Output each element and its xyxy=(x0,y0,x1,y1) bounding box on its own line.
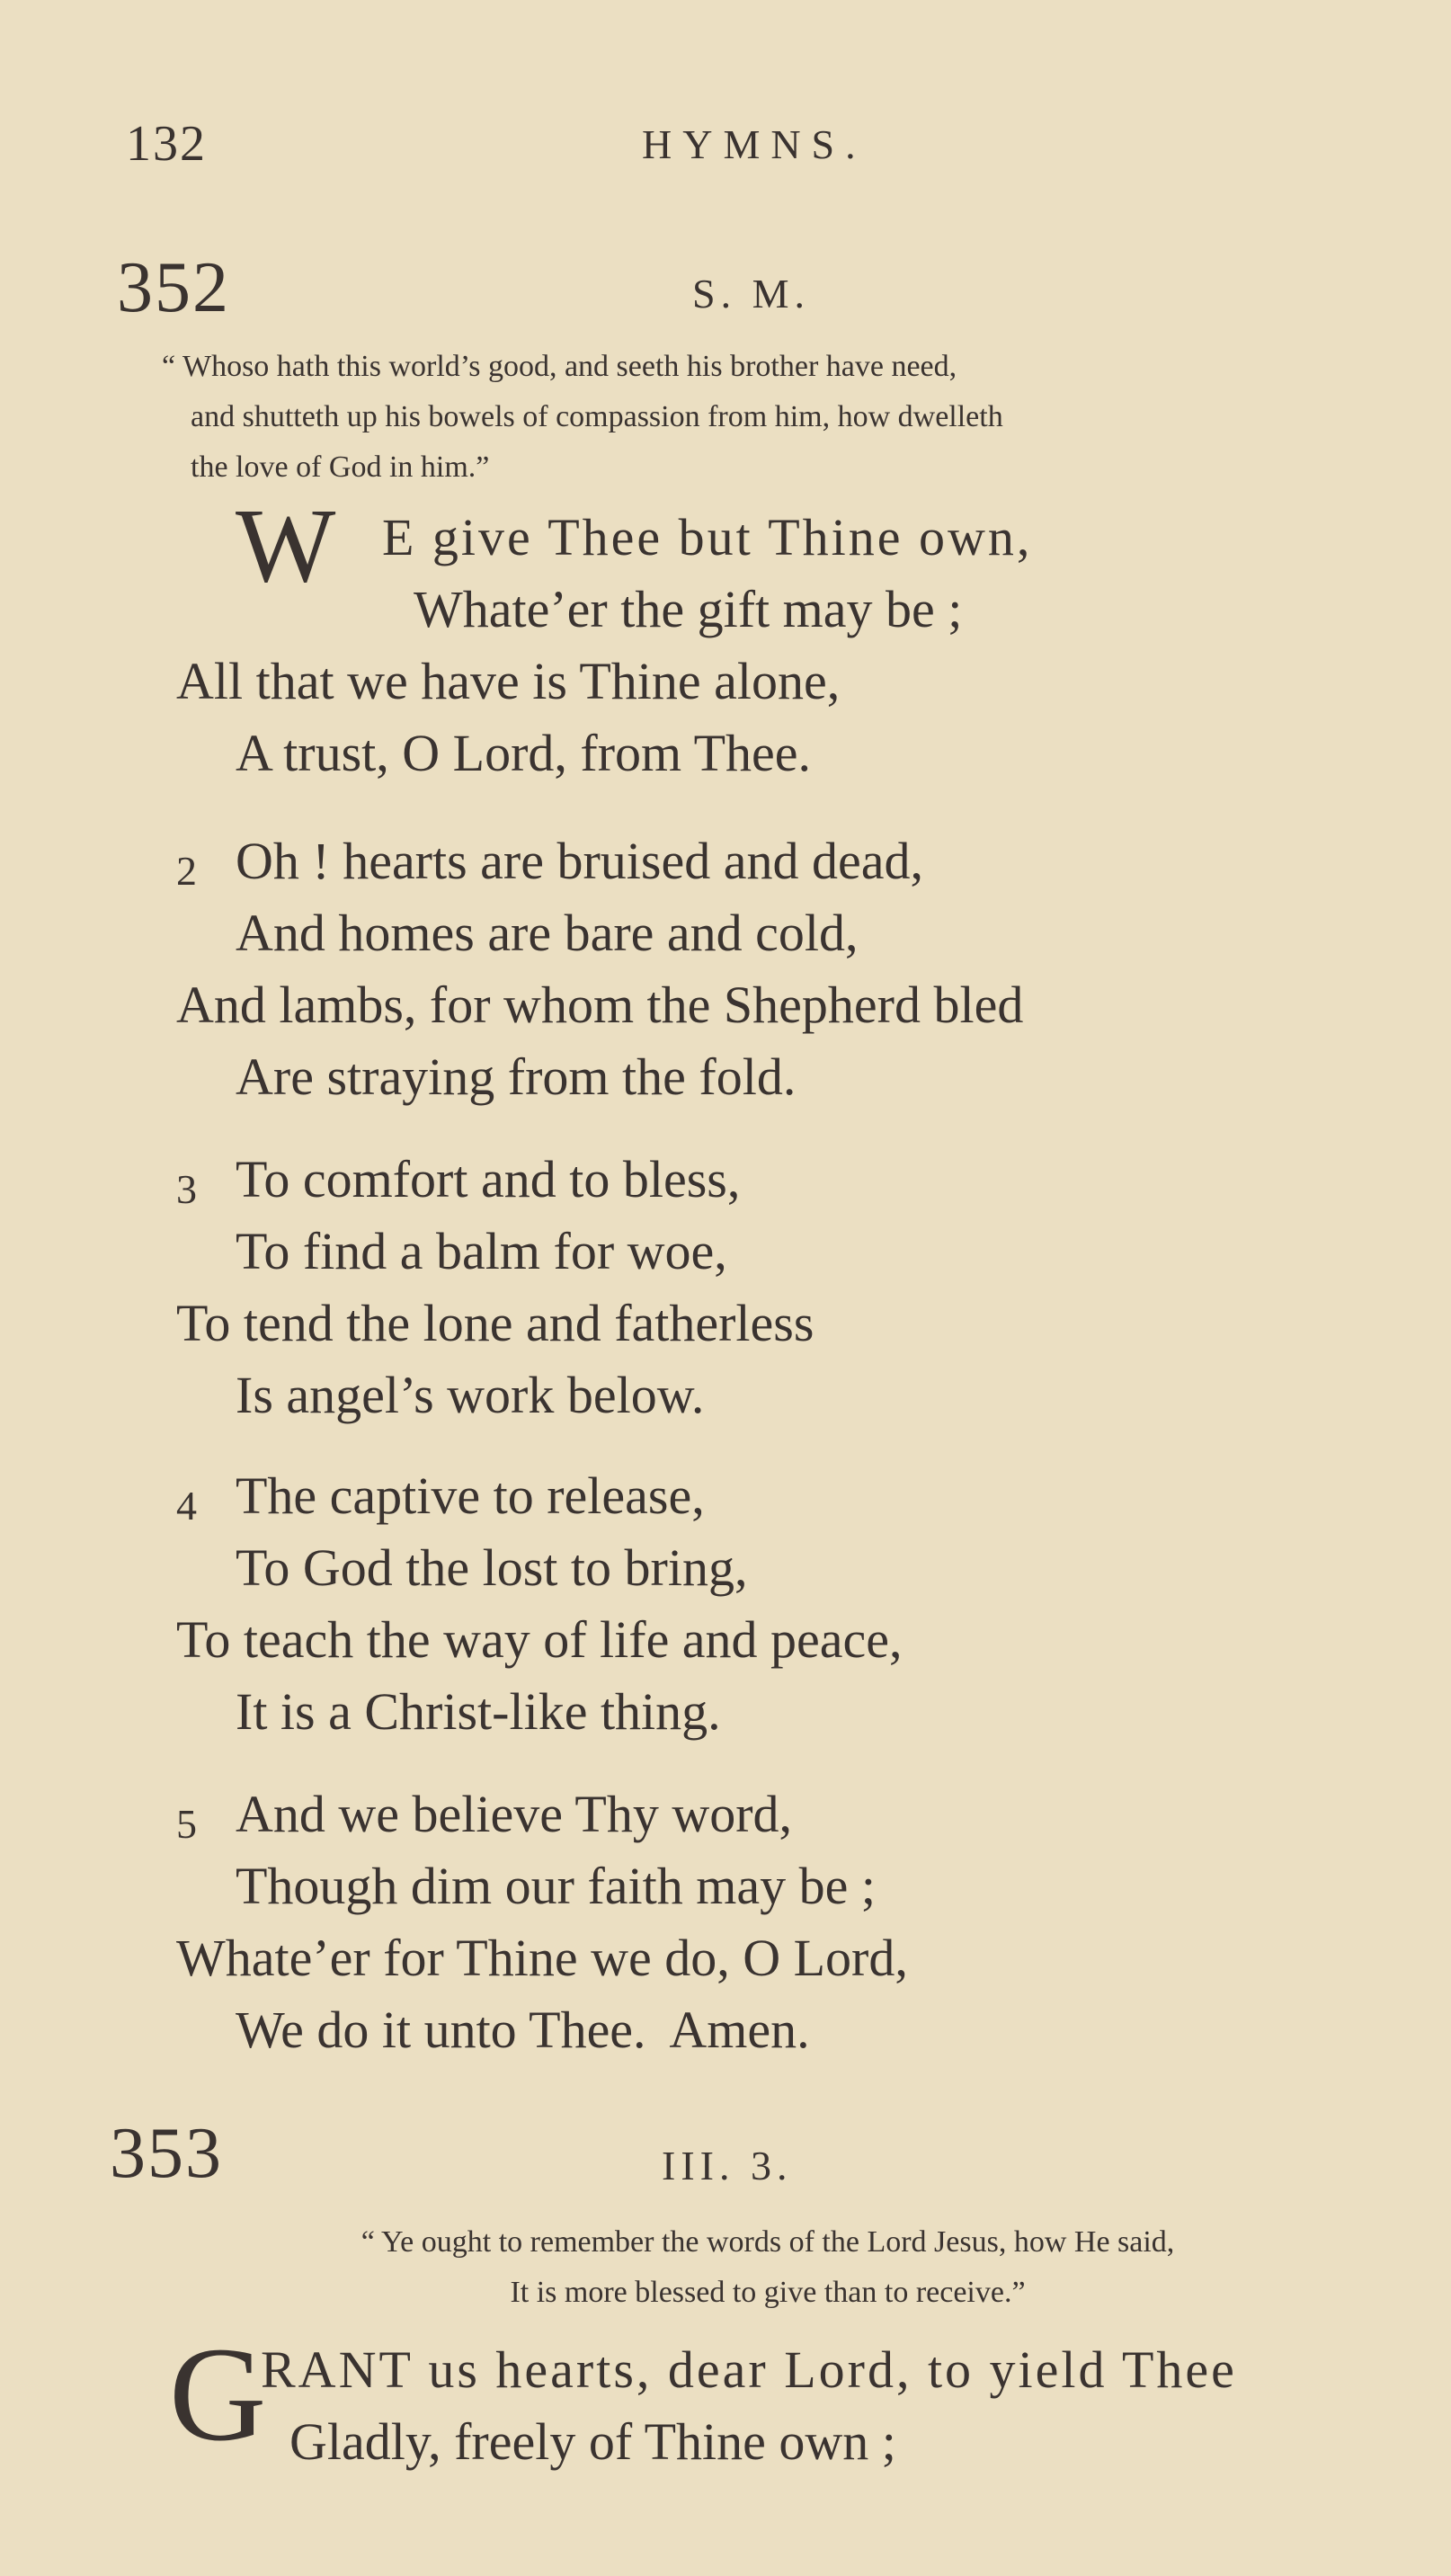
verse-line: To comfort and to bless, xyxy=(236,1150,741,1208)
verse-line: To God the lost to bring, xyxy=(236,1538,748,1597)
verse-line: And lambs, for whom the Shepherd bled xyxy=(176,976,1024,1034)
hymn-number-353: 353 xyxy=(110,2114,223,2193)
epigraph-line: the love of God in him.” xyxy=(191,450,490,484)
verse-line: Is angel’s work below. xyxy=(236,1366,705,1424)
epigraph-line: and shutteth up his bowels of compassion from him, how dwelleth xyxy=(191,400,1003,433)
verse-line: Though dim our faith may be ; xyxy=(236,1857,876,1915)
stanza-number: 2 xyxy=(176,848,197,894)
drop-cap-letter: W xyxy=(236,486,336,604)
verse-line: To tend the lone and fatherless xyxy=(176,1294,815,1352)
stanza-number: 4 xyxy=(176,1483,197,1529)
verse-line: Gladly, freely of Thine own ; xyxy=(289,2412,896,2471)
stanza-number: 3 xyxy=(176,1166,197,1212)
verse-line: Whate’er the gift may be ; xyxy=(414,580,963,638)
stanza-number: 5 xyxy=(176,1801,197,1847)
verse-line: E give Thee but Thine own, xyxy=(382,508,1033,566)
verse-line: A trust, O Lord, from Thee. xyxy=(236,724,812,782)
verse-line: And homes are bare and cold, xyxy=(236,904,859,962)
verse-line: To teach the way of life and peace, xyxy=(176,1610,903,1669)
hymn-meter-352: S. M. xyxy=(692,271,810,316)
verse-line: RANT us hearts, dear Lord, to yield Thee xyxy=(261,2340,1237,2399)
verse-line: It is a Christ-like thing. xyxy=(236,1682,721,1741)
drop-cap-letter: G xyxy=(169,2320,267,2469)
running-header-title: HYMNS. xyxy=(642,121,867,167)
verse-line: Are straying from the fold. xyxy=(236,1047,797,1106)
verse-line: The captive to release, xyxy=(236,1466,705,1525)
verse-line: And we believe Thy word, xyxy=(236,1785,793,1843)
hymn-number-352: 352 xyxy=(117,248,230,327)
verse-line: Whate’er for Thine we do, O Lord, xyxy=(176,1929,908,1987)
verse-line: We do it unto Thee. Amen. xyxy=(236,2001,810,2059)
hymn-meter-353: III. 3. xyxy=(662,2143,793,2188)
epigraph-line: It is more blessed to give than to receive.” xyxy=(510,2276,1026,2309)
page-number: 132 xyxy=(126,116,207,172)
verse-line: Oh ! hearts are bruised and dead, xyxy=(236,832,923,890)
verse-line: To find a balm for woe, xyxy=(236,1222,727,1280)
hymn-epigraph-352 xyxy=(162,342,1003,493)
hymn-epigraph-353 xyxy=(174,2217,1361,2318)
verse-line: All that we have is Thine alone, xyxy=(176,652,841,710)
epigraph-line: “ Ye ought to remember the words of the Lord Jesus, how He said, xyxy=(361,2225,1175,2259)
epigraph-line: “ Whoso hath this world’s good, and seeth his brother have need, xyxy=(162,350,957,383)
